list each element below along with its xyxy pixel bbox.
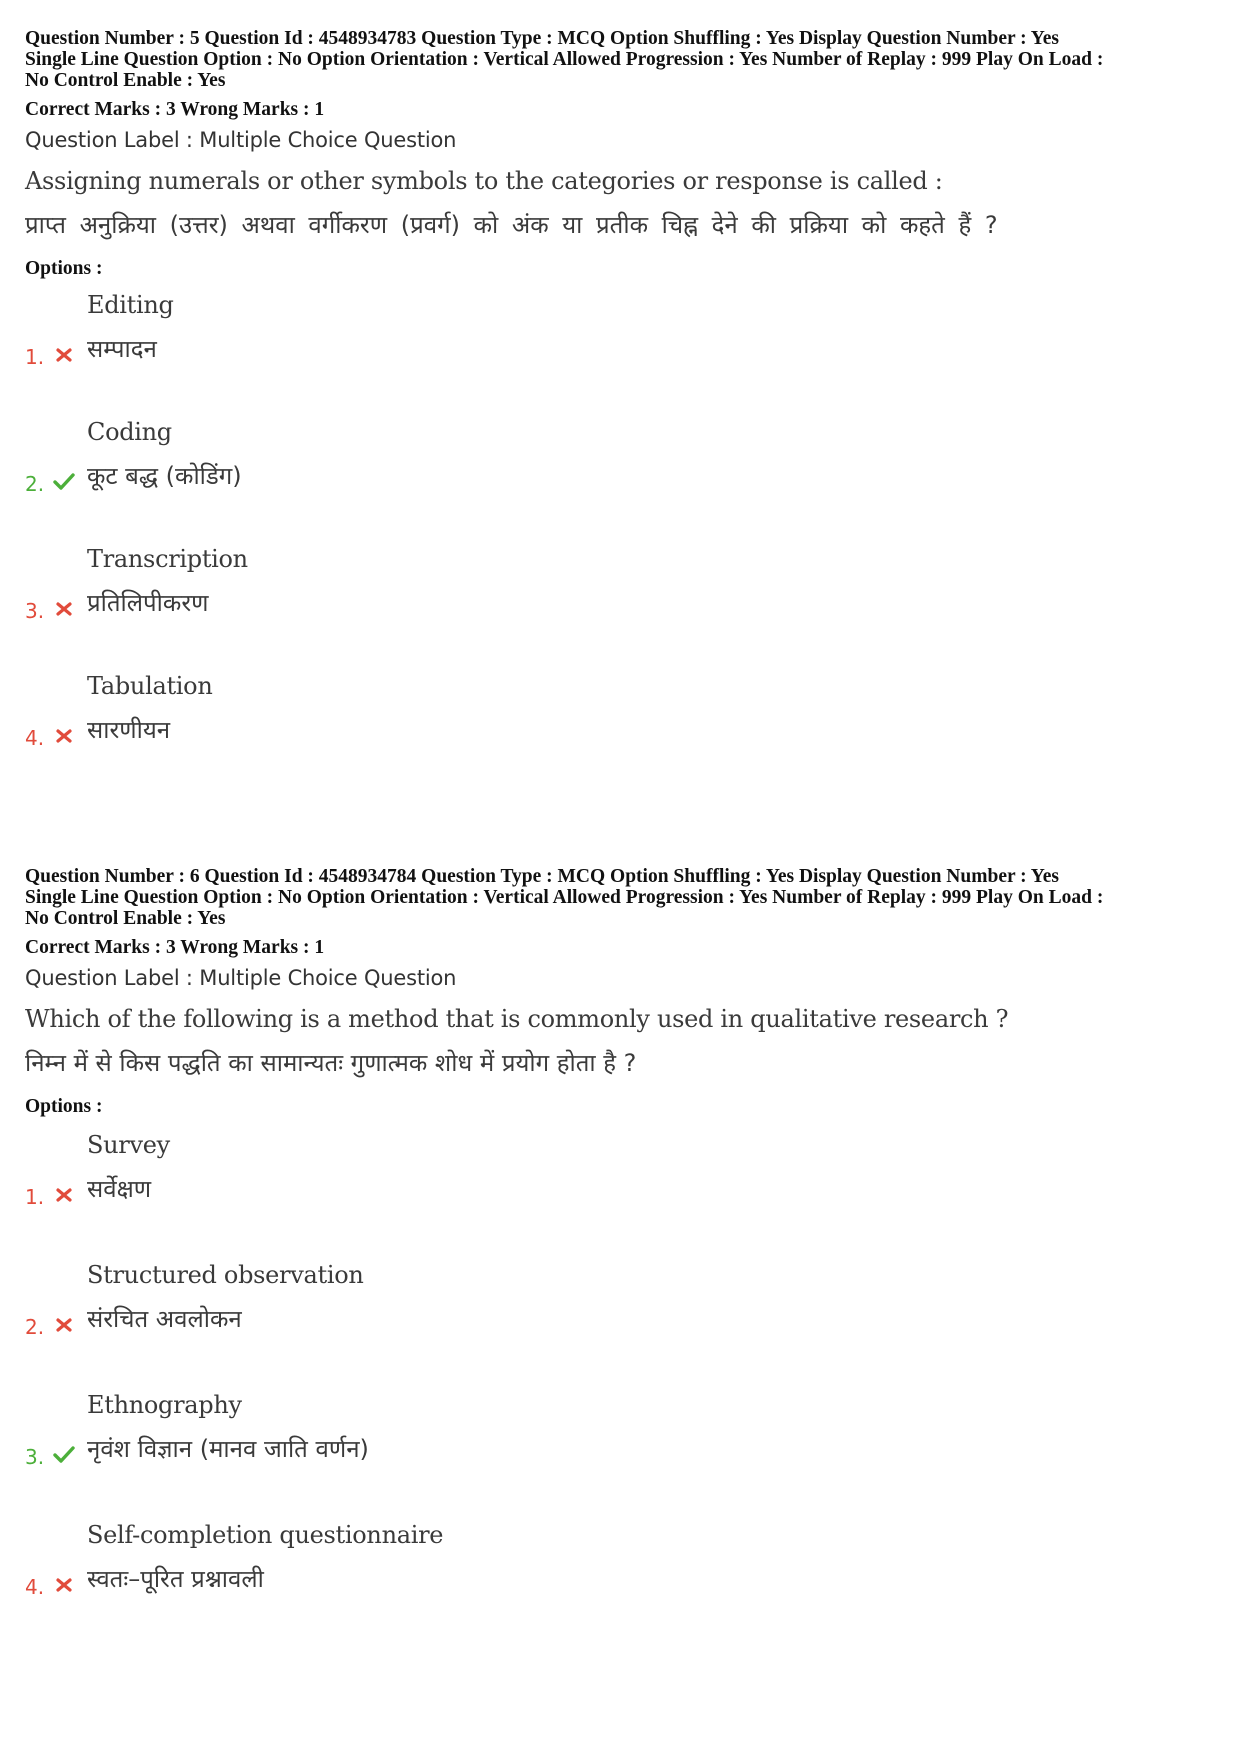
option-text-english: Ethnography	[87, 1391, 242, 1419]
option-item[interactable]	[25, 414, 1220, 541]
option-item[interactable]	[25, 1387, 1220, 1517]
meta-line: No Control Enable : Yes	[25, 908, 226, 929]
options-label: Options :	[25, 1096, 103, 1117]
option-number: 3.	[25, 599, 45, 623]
wrong-icon	[53, 1313, 75, 1335]
option-number: 4.	[25, 726, 45, 750]
option-number: 1.	[25, 345, 45, 369]
option-text-english: Survey	[87, 1131, 170, 1159]
option-text-hindi: कूट बद्ध (कोडिंग)	[87, 462, 242, 490]
option-number: 2.	[25, 1315, 45, 1339]
question-label: Question Label : Multiple Choice Question	[25, 128, 457, 152]
option-item[interactable]	[25, 287, 1220, 414]
question-meta	[25, 866, 1220, 929]
question-meta	[25, 28, 1220, 91]
option-number: 4.	[25, 1575, 45, 1599]
option-text-hindi: नृवंश विज्ञान (मानव जाति वर्णन)	[87, 1435, 369, 1463]
option-text-hindi: स्वतः–पूरित प्रश्नावली	[87, 1565, 264, 1593]
question-text-hindi: प्राप्त अनुक्रिया (उत्तर) अथवा वर्गीकरण (प्रवर्ग) को अंक या प्रतीक चिह्न देने की प्रक्रिया को कहते हैं ?	[25, 211, 998, 239]
meta-line: No Control Enable : Yes	[25, 70, 226, 91]
marks-line: Correct Marks : 3 Wrong Marks : 1	[25, 99, 325, 120]
meta-line: Question Number : 6 Question Id : 4548934784 Question Type : MCQ Option Shuffling : Yes Display Question Number : Yes	[25, 866, 1059, 887]
options-list	[25, 1127, 1220, 1647]
option-item[interactable]	[25, 1127, 1220, 1257]
option-item[interactable]	[25, 1257, 1220, 1387]
correct-icon	[53, 470, 75, 492]
options-list	[25, 287, 1220, 795]
question-label: Question Label : Multiple Choice Question	[25, 966, 457, 990]
wrong-icon	[53, 724, 75, 746]
option-text-english: Coding	[87, 418, 172, 446]
option-number: 2.	[25, 472, 45, 496]
question-text-english: Assigning numerals or other symbols to the categories or response is called :	[25, 167, 943, 195]
option-number: 1.	[25, 1185, 45, 1209]
meta-line: Single Line Question Option : No Option Orientation : Vertical Allowed Progression : Yes Number of Replay : 999 Play On Load :	[25, 887, 1104, 908]
question-block	[25, 28, 1220, 795]
correct-icon	[53, 1443, 75, 1465]
option-text-english: Tabulation	[87, 672, 213, 700]
option-text-english: Transcription	[87, 545, 248, 573]
wrong-icon	[53, 1573, 75, 1595]
option-item[interactable]	[25, 1517, 1220, 1647]
option-text-hindi: सारणीयन	[87, 716, 171, 744]
marks-line: Correct Marks : 3 Wrong Marks : 1	[25, 937, 325, 958]
option-text-english: Self-completion questionnaire	[87, 1521, 444, 1549]
meta-line: Question Number : 5 Question Id : 4548934783 Question Type : MCQ Option Shuffling : Yes Display Question Number : Yes	[25, 28, 1059, 49]
question-text-english: Which of the following is a method that is commonly used in qualitative research ?	[25, 1005, 1009, 1033]
wrong-icon	[53, 597, 75, 619]
question-block	[25, 866, 1220, 1647]
meta-line: Single Line Question Option : No Option Orientation : Vertical Allowed Progression : Yes Number of Replay : 999 Play On Load :	[25, 49, 1104, 70]
option-text-english: Editing	[87, 291, 174, 319]
option-text-english: Structured observation	[87, 1261, 364, 1289]
option-text-hindi: सर्वेक्षण	[87, 1175, 152, 1203]
wrong-icon	[53, 1183, 75, 1205]
option-number: 3.	[25, 1445, 45, 1469]
wrong-icon	[53, 343, 75, 365]
option-item[interactable]	[25, 541, 1220, 668]
options-label: Options :	[25, 258, 103, 279]
option-text-hindi: प्रतिलिपीकरण	[87, 589, 209, 617]
option-text-hindi: संरचित अवलोकन	[87, 1305, 242, 1333]
option-item[interactable]	[25, 668, 1220, 795]
question-text-hindi: निम्न में से किस पद्धति का सामान्यतः गुणात्मक शोध में प्रयोग होता है ?	[25, 1049, 637, 1077]
option-text-hindi: सम्पादन	[87, 335, 157, 363]
